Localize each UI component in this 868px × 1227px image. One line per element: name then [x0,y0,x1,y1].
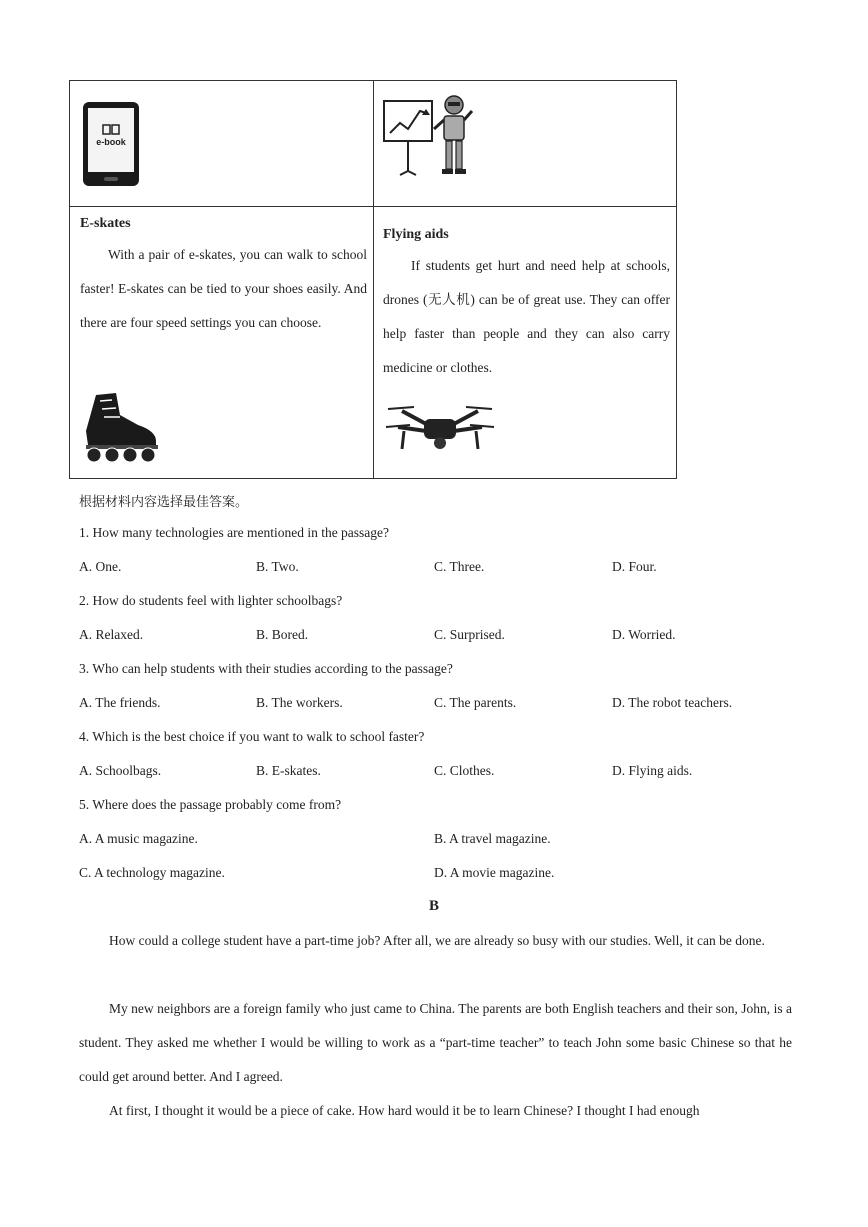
q5-option-b: B. A travel magazine. [434,831,551,846]
q5-option-c: C. A technology magazine. [79,865,225,880]
q4-option-c: C. Clothes. [434,763,495,778]
robot-teacher-icon [382,93,482,177]
drone-icon [384,403,496,455]
q2-option-a: A. Relaxed. [79,627,144,642]
q5-option-a: A. A music magazine. [79,831,198,846]
section-b-heading: B [428,898,439,914]
reading-table [69,80,677,479]
q3-option-a: A. The friends. [79,695,161,710]
q4-option-d: D. Flying aids. [612,763,693,778]
q4-option-b: B. E-skates. [256,763,321,778]
flying-aids-body: If students get hurt and need help at schools, drones (无人机) can be of great use. They can offer help faster than people and they can also carry medicine or clothes. [383,258,670,375]
q4-option-a: A. Schoolbags. [79,763,162,778]
q2-option-d: D. Worried. [612,627,676,642]
flying-aids-title: Flying aids [383,227,449,242]
q3-option-c: C. The parents. [434,695,517,710]
table-divider-vertical [373,81,374,478]
eskates-cell [80,216,367,340]
q1-option-b: B. Two. [256,559,299,574]
section-b-paragraph-1: How could a college student have a part-time job? After all, we are already so busy with our studies. Well, it can be done. [109,933,765,948]
eskate-icon [82,391,162,463]
ebook-label: e-book [96,137,126,147]
instruction-text: 根据材料内容选择最佳答案。 [79,495,249,510]
q1-option-c: C. Three. [434,559,485,574]
q2-option-b: B. Bored. [256,627,309,642]
question-1: 1. How many technologies are mentioned in the passage? [79,525,390,540]
ebook-icon [82,101,140,187]
table-divider-horizontal [70,206,676,207]
section-b-paragraph-3: At first, I thought it would be a piece of cake. How hard would it be to learn Chinese? I thought I had enough [109,1103,700,1118]
eskates-title: E-skates [80,216,131,231]
question-2: 2. How do students feel with lighter schoolbags? [79,593,343,608]
q3-option-b: B. The workers. [256,695,343,710]
flying-aids-cell [383,227,670,385]
question-5: 5. Where does the passage probably come from? [79,797,342,812]
q5-option-d: D. A movie magazine. [434,865,555,880]
q2-option-c: C. Surprised. [434,627,505,642]
section-b-paragraph-2: My new neighbors are a foreign family who just came to China. The parents are both English teachers and their son, John, is a student. They asked me whether I would be willing to work as a “part-time teacher” to teach John some basic Chinese so that he could get around better. And I agreed. [79,1001,792,1084]
q3-option-d: D. The robot teachers. [612,695,733,710]
eskates-body: With a pair of e-skates, you can walk to school faster! E-skates can be tied to your shoes easily. And there are four speed settings you can choose. [80,247,367,330]
q1-option-d: D. Four. [612,559,657,574]
question-4: 4. Which is the best choice if you want to walk to school faster? [79,729,425,744]
q1-option-a: A. One. [79,559,122,574]
question-3: 3. Who can help students with their studies according to the passage? [79,661,453,676]
